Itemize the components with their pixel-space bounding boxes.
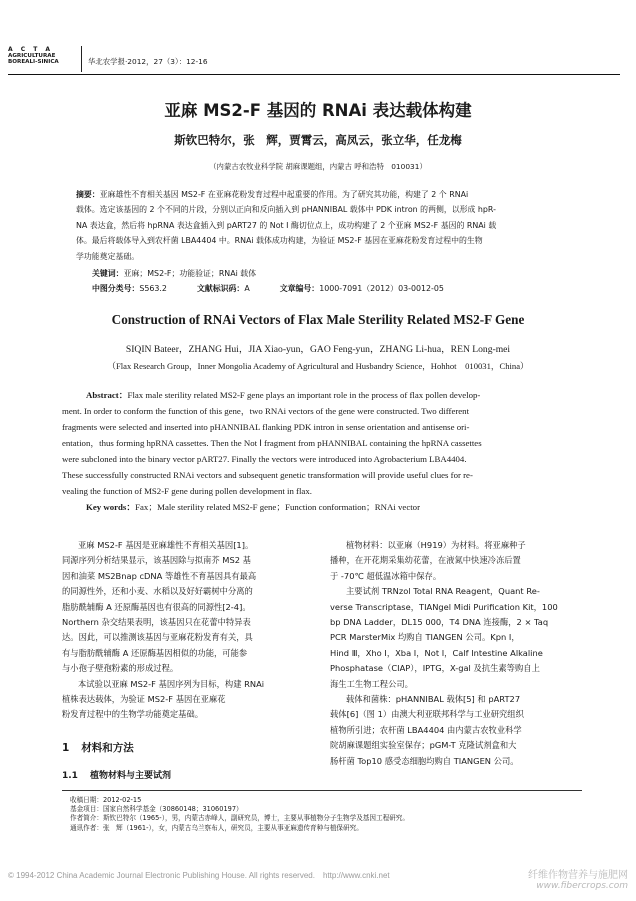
watermark-cn: 纤维作物营养与施肥网 bbox=[528, 870, 628, 881]
copyright-line: © 1994-2012 China Academic Journal Electronic Publishing House. All rights reserved. http://www.cnki.net bbox=[8, 871, 390, 880]
abstract-en-line: fragments were selected and inserted into pHANNIBAL flanking PDK intron in sense orientation and antisense ori- bbox=[62, 422, 470, 432]
logo-line3: BOREALI-SINICA bbox=[8, 59, 59, 65]
reagents-line: 海生工生物工程公司。 bbox=[330, 678, 413, 689]
intro-line: 同源序列分析结果显示，该基因除与拟南芥 MS2 基 bbox=[62, 555, 251, 566]
reagents-line: 主要试剂 TRNzol Total RNA Reagent，Quant Re- bbox=[346, 586, 540, 597]
doc-code-value: A bbox=[244, 284, 250, 294]
footnotes bbox=[70, 796, 590, 833]
intro-line: 本试验以亚麻 MS2-F 基因序列为目标，构建 RNAi bbox=[78, 678, 265, 689]
clc-value: S563.2 bbox=[139, 284, 167, 294]
title-cn: 亚麻 MS2-F 基因的 RNAi 表达载体构建 bbox=[164, 101, 472, 120]
left-column-intro bbox=[62, 538, 318, 723]
intro-line: Northern 杂交结果表明，该基因只在花蕾中特异表 bbox=[62, 617, 251, 628]
materials-line: 植物材料：以亚麻（H919）为材料。将亚麻种子 bbox=[346, 540, 526, 550]
header-rule bbox=[8, 74, 620, 75]
abstract-en-line: were subcloned into the binary vector pART27. Finally the vectors were introduced into Agrobacterium LBA4404. bbox=[62, 454, 467, 464]
clc-label: 中图分类号： bbox=[92, 284, 140, 294]
abstract-en-line: vealing the function of MS2-F gene during pollen development in flax. bbox=[62, 486, 312, 496]
keywords-en: Fax；Male sterility related MS2-F gene；Function conformation；RNAi vector bbox=[135, 502, 420, 512]
section-heading bbox=[62, 740, 134, 755]
affiliation-en: （Flax Research Group，Inner Mongolia Academy of Agricultural and Husbandry Science，Hohhot 010031，China） bbox=[107, 361, 529, 371]
intro-line: 粉发育过程中的生物学功能奠定基础。 bbox=[62, 709, 204, 720]
article-number-label: 文章编号： bbox=[279, 284, 320, 294]
right-column bbox=[330, 538, 592, 769]
vectors-line: 肠杆菌 Top10 感受态细胞均购自 TIANGEN 公司。 bbox=[330, 755, 519, 766]
abstract-cn-line: NA 表达盒，然后将 hpRNA 表达盒插入到 pART27 的 Not Ⅰ 酶切位点上，成功构建了 2 个亚麻 MS2-F 基因的 RNAi 载 bbox=[76, 220, 497, 230]
materials-line: 播种，在开花期采集幼花蕾，在液氮中快速冷冻后置 bbox=[330, 555, 521, 566]
footnote-author: 作者简介：斯钦巴特尔（1965-），男，内蒙古赤峰人，副研究员，博士，主要从事植物分子生物学及基因工程研究。 bbox=[70, 814, 409, 823]
abstract-en-line: Flax male sterility related MS2-F gene plays an important role in the process of flax pollen develop- bbox=[127, 390, 481, 400]
logo-line2: AGRICULTURAE bbox=[8, 53, 56, 59]
keywords-cn-label: 关键词： bbox=[92, 269, 124, 279]
authors-en: SIQIN Bateer，ZHANG Hui，JIA Xiao-yun，GAO Feng-yun，ZHANG Li-hua，REN Long-mei bbox=[125, 344, 511, 355]
footnote-funding: 基金项目：国家自然科学基金（30860148；31060197） bbox=[70, 805, 243, 814]
subsection-number: 1.1 bbox=[62, 771, 78, 781]
reagents-line: Hind Ⅲ，Xho Ⅰ，Xba Ⅰ，Not Ⅰ，Calf Intestine Alkaline bbox=[330, 647, 543, 658]
reagents-line: Phosphatase（CIAP），IPTG，X-gal 及抗生素等购自上 bbox=[330, 663, 540, 674]
footnote-corresponding: 通讯作者：张 辉（1961-），女，内蒙古乌兰察布人，研究员，主要从事亚麻遗传育种与植保研究。 bbox=[70, 823, 363, 832]
abstract-en-line: These successfully constructed RNAi vectors and subsequent genetic transformation will provide useful clues for re- bbox=[62, 470, 473, 480]
journal-logo bbox=[8, 46, 78, 65]
footnote-received: 收稿日期：2012-02-15 bbox=[70, 796, 142, 804]
logo-divider bbox=[81, 46, 82, 72]
intro-line: 因和油菜 MS2Bnap cDNA 等雄性不育基因具有最高 bbox=[62, 570, 257, 581]
keywords-en-label: Key words： bbox=[86, 502, 136, 512]
affiliation-cn: （内蒙古农牧业科学院 胡麻课题组，内蒙古 呼和浩特 010031） bbox=[209, 162, 427, 171]
abstract-en bbox=[62, 387, 582, 515]
doc-code-label: 文献标识码： bbox=[196, 284, 245, 294]
intro-line: 有与脂肪酰辅酶 A 还原酶基因相似的功能，可能参 bbox=[62, 647, 248, 658]
reagents-line: bp DNA Ladder，DL15 000，T4 DNA 连接酶，2 × Taq bbox=[330, 617, 549, 628]
abstract-cn-line: 体。最后将载体导入到农杆菌 LBA4404 中。RNAi 载体成功构建，为验证 MS2-F 基因在亚麻花粉发育过程中的生物 bbox=[76, 236, 483, 246]
intro-line: 的同源性外，还和小麦、水稻以及好好霸树中分离的 bbox=[62, 586, 253, 597]
subsection-heading bbox=[62, 768, 171, 781]
section-title: 材料和方法 bbox=[81, 742, 134, 754]
vectors-line: 载体和菌株：pHANNIBAL 载体[5] 和 pART27 bbox=[346, 694, 521, 705]
logo-line1: A C T A bbox=[8, 46, 54, 53]
materials-line: 于 -70℃ 超低温冰箱中保存。 bbox=[330, 570, 442, 581]
intro-line: 脂肪酰辅酶 A 还原酶基因也有很高的同源性[2-4]。 bbox=[62, 601, 251, 612]
watermark-url: www.fibercrops.com bbox=[536, 881, 628, 891]
reagents-line: verse Transcriptase，TIANgel Midi Purification Kit，100 bbox=[330, 601, 558, 612]
watermark bbox=[528, 866, 628, 891]
section-number: 1 bbox=[62, 742, 70, 754]
vectors-line: 植物所引进；农杆菌 LBA4404 由内蒙古农牧业科学 bbox=[330, 724, 522, 735]
intro-line: 亚麻 MS2-F 基因是亚麻雄性不育相关基因[1]。 bbox=[78, 540, 254, 550]
intro-line: 植株表达载体，为验证 MS2-F 基因在亚麻花 bbox=[62, 694, 226, 705]
intro-line: 与小孢子壁孢粉素的形成过程。 bbox=[62, 663, 179, 674]
abstract-cn-label: 摘要： bbox=[76, 190, 100, 199]
abstract-cn-line: 亚麻雄性不育相关基因 MS2-F 在亚麻花粉发育过程中起重要的作用。为了研究其功能，构建了 2 个 RNAi bbox=[99, 190, 469, 199]
abstract-en-label: Abstract： bbox=[86, 390, 128, 400]
subsection-title: 植物材料与主要试剂 bbox=[89, 771, 171, 781]
reagents-line: PCR MarsterMix 均购自 TIANGEN 公司。Kpn Ⅰ， bbox=[330, 632, 520, 643]
intro-line: 达。因此，可以推测该基因与亚麻花粉发育有关，具 bbox=[62, 632, 253, 643]
article-number-value: 1000-7091（2012）03-0012-05 bbox=[319, 284, 444, 294]
keywords-cn: 亚麻；MS2-F；功能验证；RNAi 载体 bbox=[123, 269, 257, 279]
abstract-en-line: ment. In order to conform the function of this gene，two RNAi vectors of the gene were constructed. Two different bbox=[62, 406, 470, 416]
vectors-line: 载体[6]（图 1）由澳大利亚联邦科学与工业研究组织 bbox=[330, 709, 524, 720]
vectors-line: 院胡麻课题组实验室保存；pGM-T 克隆试剂盒和大 bbox=[330, 740, 517, 751]
abstract-cn bbox=[76, 187, 576, 297]
title-en: Construction of RNAi Vectors of Flax Male Sterility Related MS2-F Gene bbox=[111, 312, 525, 327]
abstract-cn-line: 载体。选定该基因的 2 个不同的片段，分别以正向和反向插入到 pHANNIBAL 载体中 PDK intron 的两侧，以形成 hpR- bbox=[76, 205, 496, 215]
authors-cn: 斯钦巴特尔，张 辉，贾霄云，高凤云，张立华，任龙梅 bbox=[174, 133, 462, 147]
abstract-en-line: entation，thus forming hpRNA cassettes. Then the Not Ⅰ fragment from pHANNIBAL containing the hpRNA cassettes bbox=[62, 438, 482, 448]
footnote-rule bbox=[62, 790, 582, 791]
abstract-cn-line: 学功能奠定基础。 bbox=[76, 251, 140, 261]
journal-citation: 华北农学报·2012，27（3）：12-16 bbox=[88, 57, 208, 66]
